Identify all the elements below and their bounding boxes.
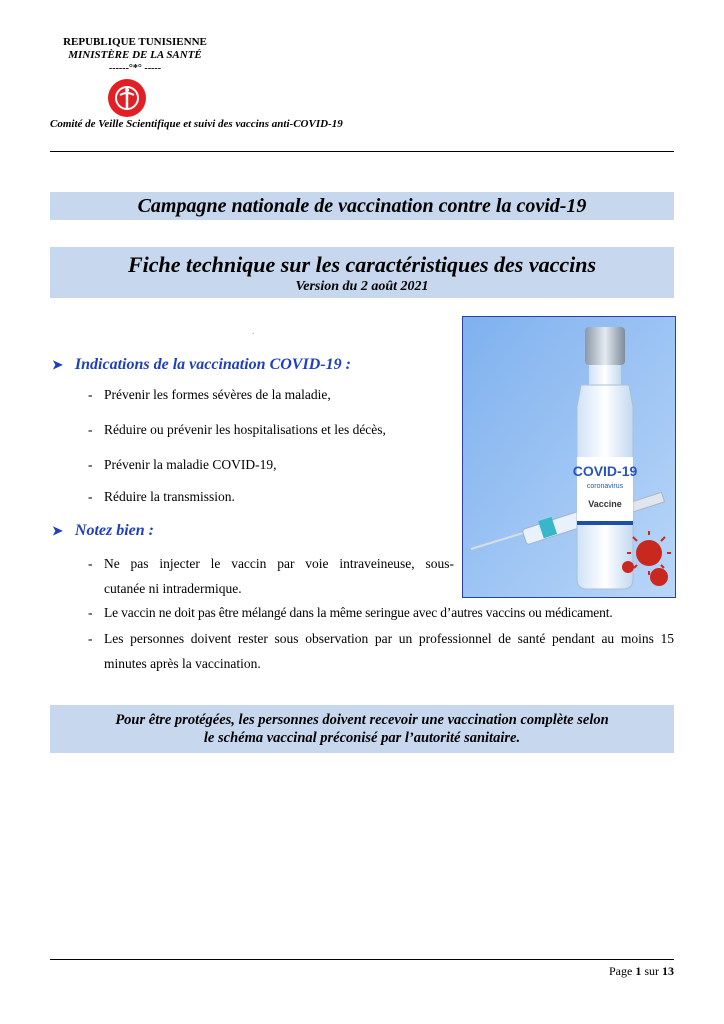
footer-divider (50, 959, 674, 960)
note-text: Ne pas injecter le vaccin par voie intraveineuse, sous- (104, 556, 454, 571)
page-current: 1 (635, 964, 642, 978)
ministry-logo (107, 78, 147, 118)
list-item: - Les personnes doivent rester sous observation par un professionnel de santé pendant au moins 15 (88, 631, 674, 646)
vial-label-vaccine: Vaccine (588, 499, 622, 509)
indication-text: Prévenir la maladie COVID-19, (104, 457, 277, 472)
fiche-version: Version du 2 août 2021 (295, 279, 429, 294)
closing-line-1: Pour être protégées, les personnes doivent recevoir une vaccination complète selon (115, 712, 609, 728)
arrow-bullet-icon: ➤ (52, 357, 63, 372)
header-block (50, 36, 220, 75)
closing-band (50, 705, 674, 753)
indication-text: Réduire ou prévenir les hospitalisations et les décès, (104, 422, 386, 437)
closing-line-2: le schéma vaccinal préconisé par l’autorité sanitaire. (203, 730, 521, 746)
list-item: - Ne pas injecter le vaccin par voie intraveineuse, sous- (88, 556, 454, 571)
page-total: 13 (662, 964, 674, 978)
list-item: - Le vaccin ne doit pas être mélangé dans la même seringue avec d’autres vaccins ou médicament. (88, 605, 613, 620)
arrow-bullet-icon: ➤ (52, 523, 63, 538)
page-number (609, 964, 674, 979)
indication-text: Prévenir les formes sévères de la maladie, (104, 387, 331, 402)
notes-title: Notez bien : (74, 522, 155, 539)
sur-word: sur (644, 964, 659, 978)
vial-label-main: COVID-19 (572, 463, 638, 479)
note-text: minutes après la vaccination. (104, 656, 261, 671)
stray-mark: . (252, 326, 255, 337)
list-item-continuation (104, 580, 242, 598)
notes-heading (52, 522, 154, 540)
fiche-title-band (50, 247, 674, 298)
committee-name: Comité de Veille Scientifique et suivi des vaccins anti-COVID-19 (50, 118, 343, 130)
indications-heading (52, 356, 351, 374)
list-item: - Prévenir la maladie COVID-19, (88, 457, 277, 472)
vaccine-image (462, 316, 676, 598)
campaign-title-band (50, 192, 674, 220)
ministry-label: MINISTÈRE DE LA SANTÉ (68, 49, 202, 61)
note-text: Le vaccin ne doit pas être mélangé dans la même seringue avec d’autres vaccins ou médicament. (104, 605, 613, 620)
header-ornament: ------°*° ----- (108, 63, 162, 74)
indications-title: Indications de la vaccination COVID-19 : (74, 356, 351, 373)
indication-text: Réduire la transmission. (104, 489, 235, 504)
republic-label: REPUBLIQUE TUNISIENNE (63, 36, 207, 48)
page-word: Page (609, 964, 633, 978)
list-item: - Réduire ou prévenir les hospitalisations et les décès, (88, 422, 386, 437)
campaign-title: Campagne nationale de vaccination contre la covid-19 (137, 195, 587, 217)
header-divider (50, 151, 674, 152)
note-text: cutanée ni intradermique. (104, 581, 242, 596)
note-text: Les personnes doivent rester sous observation par un professionnel de santé pendant au moins 15 (104, 631, 674, 646)
list-item-continuation (104, 655, 261, 673)
fiche-title: Fiche technique sur les caractéristiques des vaccins (127, 252, 597, 277)
vial-label-sub: coronavirus (586, 483, 624, 490)
list-item: - Réduire la transmission. (88, 489, 235, 504)
list-item: - Prévenir les formes sévères de la maladie, (88, 387, 331, 402)
